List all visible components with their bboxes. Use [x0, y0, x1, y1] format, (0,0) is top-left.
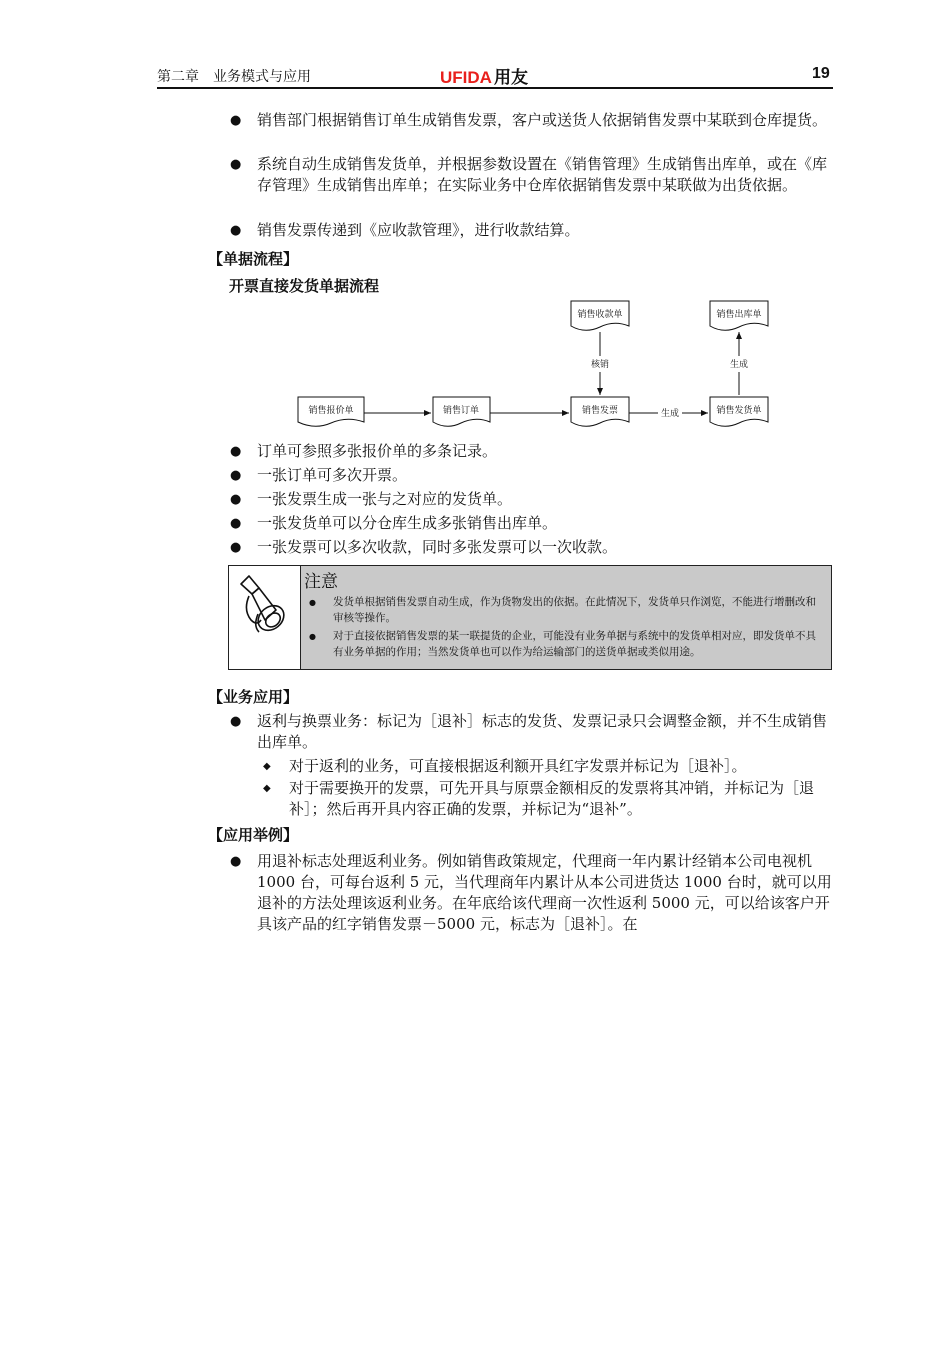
- bullet-dot: ●: [309, 598, 316, 607]
- intro-bullet-2: 系统自动生成销售发货单，并根据参数设置在《销售管理》生成销售出库单，或在《库存管理》生成销售出库单；在实际业务中仓库依据销售发票中某联做为出货依据。: [257, 155, 828, 194]
- bullet-dot: ●: [230, 223, 242, 238]
- doc-invoice-label: 销售发票: [581, 406, 619, 416]
- doc-outbound-label: 销售出库单: [716, 310, 762, 320]
- doc-order-label: 销售订单: [442, 406, 480, 416]
- doc-outbound: [710, 301, 768, 330]
- bullet-dot: ●: [230, 540, 242, 555]
- logo-brand: UFIDA: [440, 68, 492, 87]
- doc-invoice: [571, 397, 629, 426]
- intro-bullet-1: 销售部门根据销售订单生成销售发票，客户或送货人依据销售发票中某联到仓库提货。: [257, 111, 828, 129]
- diamond-bullet: ◆: [263, 761, 271, 772]
- section-example: 【应用举例】: [208, 826, 299, 844]
- document-flow-diagram: [280, 296, 780, 438]
- doc-order: [433, 397, 490, 426]
- bullet-dot: ●: [230, 468, 242, 483]
- doc-quote-label: 销售报价单: [308, 406, 354, 416]
- doc-delivery-label: 销售发货单: [716, 406, 762, 416]
- flow-bullet-1: 订单可参照多张报价单的多条记录。: [257, 442, 498, 460]
- flow-bullet-5: 一张发票可以多次收款，同时多张发票可以一次收款。: [257, 538, 618, 556]
- section-business: 【业务应用】: [208, 688, 299, 706]
- note-item-2: 对于直接依据销售发票的某一联提货的企业，可能没有业务单据与系统中的发货单相对应，即发货单不具有业务单据的作用；当然发货单也可以作为给运输部门的送货单据或类似用途。: [333, 630, 816, 658]
- label-generate-top: 生成: [729, 360, 749, 370]
- flow-bullet-4: 一张发货单可以分仓库生成多张销售出库单。: [257, 514, 558, 532]
- bullet-dot: ●: [309, 632, 316, 641]
- flow-bullet-2: 一张订单可多次开票。: [257, 466, 408, 484]
- label-generate-mid: 生成: [660, 409, 680, 419]
- note-item-1: 发货单根据销售发票自动生成，作为货物发出的依据。在此情况下，发货单只作浏览，不能进行增删改和审核等操作。: [333, 596, 816, 624]
- flow-bullet-3: 一张发票生成一张与之对应的发货单。: [257, 490, 513, 508]
- logo-chinese: 用友: [493, 68, 528, 87]
- note-box: [228, 565, 832, 670]
- note-body: [301, 566, 831, 669]
- business-bullet: 返利与换票业务：标记为［退补］标志的发货、发票记录只会调整金额，并不生成销售出库单。: [257, 712, 828, 751]
- note-title: 注意: [304, 572, 338, 592]
- intro-bullet-3: 销售发票传递到《应收款管理》，进行收款结算。: [257, 221, 580, 239]
- doc-quote: [298, 397, 364, 426]
- chapter-title: 第二章 业务模式与应用: [157, 69, 311, 85]
- bullet-dot: ●: [230, 157, 242, 172]
- flow-subtitle: 开票直接发货单据流程: [229, 277, 380, 295]
- page-number: 19: [812, 65, 830, 82]
- doc-receipt-label: 销售收款单: [577, 310, 623, 320]
- label-verify: 核销: [590, 360, 610, 370]
- bullet-dot: ●: [230, 854, 242, 869]
- business-subbullet-1: 对于返利的业务，可直接根据返利额开具红字发票并标记为［退补］。: [289, 757, 747, 775]
- bullet-dot: ●: [230, 113, 242, 128]
- bullet-dot: ●: [230, 444, 242, 459]
- section-doc-flow: 【单据流程】: [208, 250, 299, 268]
- diamond-bullet: ◆: [263, 783, 271, 794]
- doc-delivery: [710, 397, 768, 426]
- header-rule: [157, 87, 833, 89]
- example-bullet: 用退补标志处理返利业务。例如销售政策规定，代理商一年内累计经销本公司电视机 1000 台，可每台返利 5 元，当代理商年内累计从本公司进货达 1000 台时，就可以用退补的方法处理该返利业务。在年底给该代理商一次性返利 5000 元，可以给该客户开具该产品的红字销售发票－5000 元，标志为［退补］。在: [257, 852, 832, 933]
- business-subbullet-2: 对于需要换开的发票，可先开具与原票金额相反的发票将其冲销，并标记为［退补］；然后再开具内容正确的发票，并标记为“退补”。: [289, 779, 815, 818]
- doc-receipt: [571, 301, 629, 330]
- bullet-dot: ●: [230, 714, 242, 729]
- bullet-dot: ●: [230, 516, 242, 531]
- megaphone-icon: [229, 566, 300, 669]
- note-icon-cell: [229, 566, 301, 669]
- ufida-logo: [440, 63, 528, 88]
- bullet-dot: ●: [230, 492, 242, 507]
